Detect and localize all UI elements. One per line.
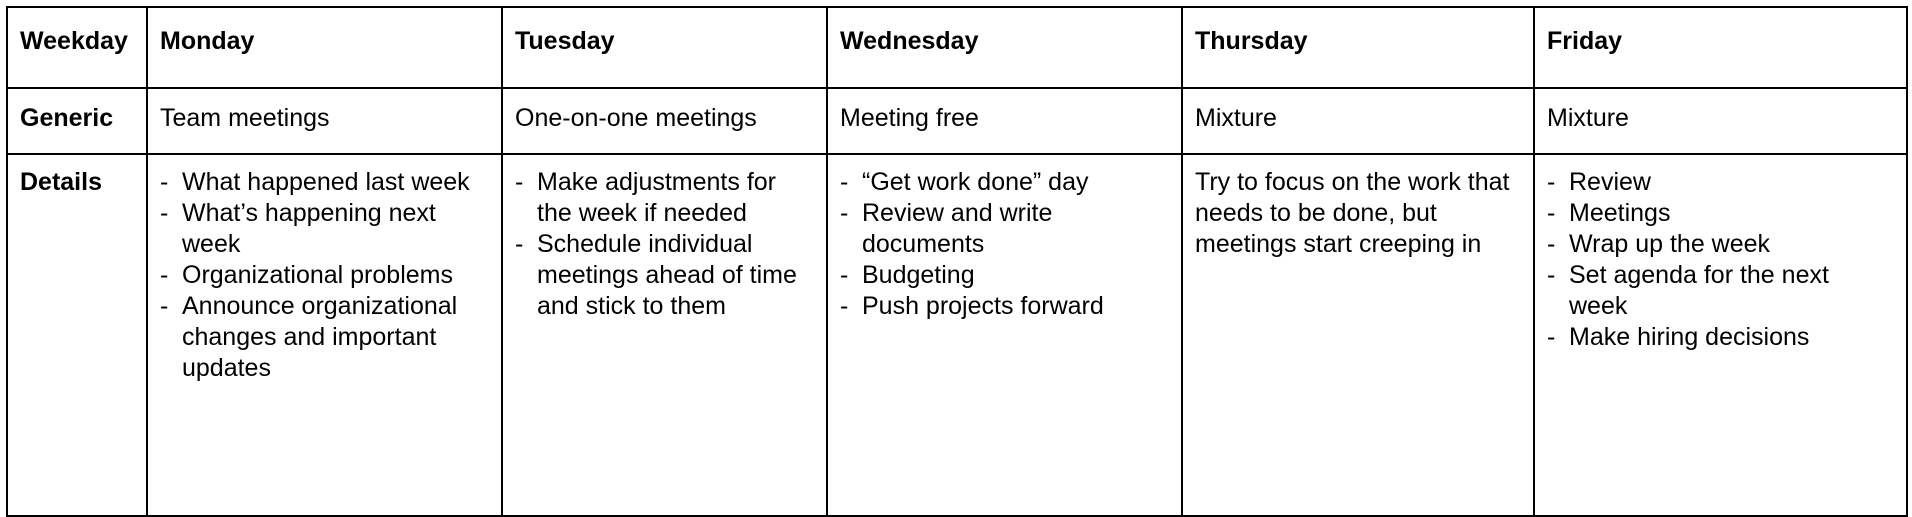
list-item-text: What’s happening next week xyxy=(182,199,436,258)
generic-cell-wednesday: Meeting free xyxy=(827,88,1182,154)
list-item xyxy=(840,260,1169,291)
list-item xyxy=(160,167,489,198)
generic-cell-friday: Mixture xyxy=(1534,88,1907,154)
bullet-dash: - xyxy=(160,199,169,227)
bullet-dash: - xyxy=(160,168,169,196)
bullet-dash: - xyxy=(840,199,849,227)
table-row-details xyxy=(7,154,1907,516)
list-item xyxy=(1547,322,1894,353)
list-item-text: “Get work done” day xyxy=(862,168,1089,196)
bullet-dash: - xyxy=(1547,323,1556,351)
list-item-text: Budgeting xyxy=(862,261,975,289)
bullet-dash: - xyxy=(515,168,524,196)
bullet-dash: - xyxy=(1547,261,1556,289)
column-header-friday: Friday xyxy=(1534,7,1907,88)
list-item xyxy=(160,291,489,384)
list-item xyxy=(1547,260,1894,322)
list-item xyxy=(840,167,1169,198)
details-list-tuesday xyxy=(515,167,814,322)
column-header-thursday: Thursday xyxy=(1182,7,1534,88)
bullet-dash: - xyxy=(840,292,849,320)
list-item-text: Organizational problems xyxy=(182,261,453,289)
generic-cell-monday: Team meetings xyxy=(147,88,502,154)
list-item xyxy=(1547,167,1894,198)
list-item xyxy=(1547,198,1894,229)
list-item xyxy=(515,167,814,229)
details-cell-tuesday xyxy=(502,154,827,516)
list-item-text: Make adjustments for the week if needed xyxy=(537,168,776,227)
details-list-wednesday xyxy=(840,167,1169,322)
list-item-text: Schedule individual meetings ahead of time and stick to them xyxy=(537,230,797,320)
row-label-details: Details xyxy=(7,154,147,516)
list-item-text: Make hiring decisions xyxy=(1569,323,1810,351)
bullet-dash: - xyxy=(1547,168,1556,196)
bullet-dash: - xyxy=(160,261,169,289)
details-cell-friday xyxy=(1534,154,1907,516)
list-item xyxy=(840,291,1169,322)
bullet-dash: - xyxy=(160,292,169,320)
row-label-generic: Generic xyxy=(7,88,147,154)
list-item xyxy=(160,260,489,291)
details-list-monday xyxy=(160,167,489,384)
list-item-text: Push projects forward xyxy=(862,292,1104,320)
bullet-dash: - xyxy=(515,230,524,258)
list-item-text: Set agenda for the next week xyxy=(1569,261,1829,320)
list-item xyxy=(1547,229,1894,260)
bullet-dash: - xyxy=(840,168,849,196)
list-item-text: Review and write documents xyxy=(862,199,1053,258)
generic-cell-tuesday: One-on-one meetings xyxy=(502,88,827,154)
list-item-text: Meetings xyxy=(1569,199,1671,227)
list-item xyxy=(840,198,1169,260)
bullet-dash: - xyxy=(840,261,849,289)
table-header-row xyxy=(7,7,1907,88)
generic-cell-thursday: Mixture xyxy=(1182,88,1534,154)
weekly-schedule-table xyxy=(6,6,1908,517)
bullet-dash: - xyxy=(1547,199,1556,227)
row-label-weekday: Weekday xyxy=(7,7,147,88)
list-item-text: Announce organizational changes and important updates xyxy=(182,292,458,382)
details-cell-wednesday xyxy=(827,154,1182,516)
column-header-monday: Monday xyxy=(147,7,502,88)
list-item xyxy=(515,229,814,322)
column-header-wednesday: Wednesday xyxy=(827,7,1182,88)
list-item-text: Wrap up the week xyxy=(1569,230,1771,258)
list-item-text: What happened last week xyxy=(182,168,470,196)
table-row-generic xyxy=(7,88,1907,154)
column-header-tuesday: Tuesday xyxy=(502,7,827,88)
list-item xyxy=(160,198,489,260)
list-item-text: Review xyxy=(1569,168,1651,196)
details-list-friday xyxy=(1547,167,1894,353)
bullet-dash: - xyxy=(1547,230,1556,258)
details-cell-thursday: Try to focus on the work that needs to be done, but meetings start creeping in xyxy=(1182,154,1534,516)
details-cell-monday xyxy=(147,154,502,516)
